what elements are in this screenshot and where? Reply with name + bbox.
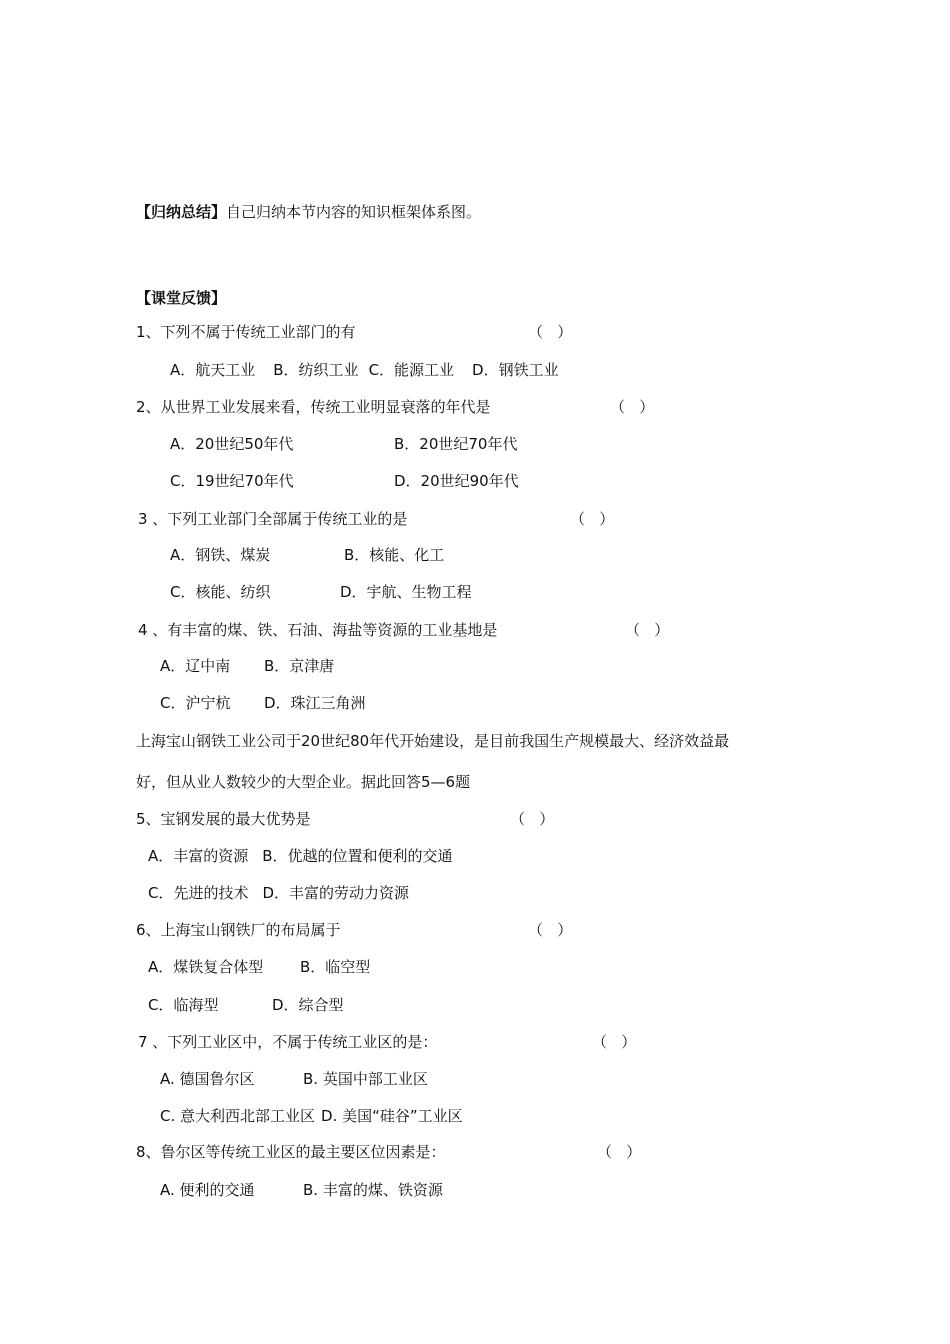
q5-options-row-2 [148, 883, 409, 903]
q5-option-b: B．优越的位置和便利的交通 [262, 847, 453, 865]
question-4-stem: 4 、有丰富的煤、铁、石油、海盐等资源的工业基地是 [138, 621, 498, 639]
q1-option-c: C．能源工业 [368, 361, 455, 379]
q4-option-a: A．辽中南 [160, 657, 231, 675]
feedback-heading: 【课堂反馈】 [136, 289, 227, 307]
q2-option-a: A．20世纪50年代 [170, 435, 294, 453]
q2-option-d: D．20世纪90年代 [394, 472, 519, 490]
summary-heading: 【归纳总结】 [136, 203, 227, 221]
q8-option-a: A. 便利的交通 [160, 1181, 255, 1199]
q7-option-d: D. 美国“硅谷”工业区 [321, 1107, 463, 1125]
question-4-answer-bracket: （ ） [625, 621, 670, 639]
question-1-answer-bracket: （ ） [528, 323, 573, 341]
q1-option-b: B．纺织工业 [273, 361, 359, 379]
q5-option-d: D．丰富的劳动力资源 [262, 884, 410, 902]
q3-option-a: A．钢铁、煤炭 [170, 546, 271, 564]
question-8-answer-bracket: （ ） [597, 1143, 642, 1161]
q7-options-row-2 [160, 1106, 463, 1126]
q1-option-d: D．钢铁工业 [472, 361, 559, 379]
q6-option-a: A．煤铁复合体型 [148, 958, 264, 976]
question-5-stem: 5、宝钢发展的最大优势是 [136, 810, 311, 828]
q6-option-c: C．临海型 [148, 996, 219, 1014]
question-8-stem: 8、鲁尔区等传统工业区的最主要区位因素是： [136, 1143, 446, 1161]
passage-line-1: 上海宝山钢铁工业公司于20世纪80年代开始建设，是目前我国生产规模最大、经济效益最 [136, 732, 730, 750]
question-5-answer-bracket: （ ） [510, 810, 555, 828]
q4-option-c: C．沪宁杭 [160, 694, 231, 712]
q4-option-b: B．京津唐 [264, 657, 335, 675]
q3-option-c: C．核能、纺织 [170, 583, 271, 601]
question-2-stem: 2、从世界工业发展来看，传统工业明显衰落的年代是 [136, 398, 491, 416]
q7-option-a: A. 德国鲁尔区 [160, 1070, 255, 1088]
q6-option-b: B．临空型 [300, 958, 371, 976]
q7-option-c: C. 意大利西北部工业区 [160, 1107, 316, 1125]
question-7-answer-bracket: （ ） [592, 1033, 637, 1051]
q6-option-d: D．综合型 [272, 996, 344, 1014]
question-1-options [170, 360, 559, 380]
q2-option-b: B．20世纪70年代 [394, 435, 518, 453]
question-1-stem: 1、下列不属于传统工业部门的有 [136, 323, 356, 341]
question-7-stem: 7 、下列工业区中，不属于传统工业区的是： [138, 1033, 438, 1051]
question-3-stem: 3 、下列工业部门全部属于传统工业的是 [138, 510, 408, 528]
q7-option-b: B. 英国中部工业区 [303, 1070, 428, 1088]
q4-option-d: D．珠江三角洲 [264, 694, 366, 712]
q2-option-c: C．19世纪70年代 [170, 472, 294, 490]
passage-line-2: 好，但从业人数较少的大型企业。据此回答5—6题 [136, 773, 471, 791]
q3-option-d: D．宇航、生物工程 [340, 583, 472, 601]
question-2-answer-bracket: （ ） [610, 398, 655, 416]
q5-options-row-1 [148, 846, 453, 866]
question-3-answer-bracket: （ ） [570, 510, 615, 528]
q5-option-c: C．先进的技术 [148, 884, 249, 902]
q1-option-a: A．航天工业 [170, 361, 256, 379]
q5-option-a: A．丰富的资源 [148, 847, 249, 865]
q8-option-b: B. 丰富的煤、铁资源 [303, 1181, 443, 1199]
summary-text: 自己归纳本节内容的知识框架体系图。 [226, 203, 482, 221]
question-6-answer-bracket: （ ） [528, 921, 573, 939]
summary-line [136, 202, 481, 222]
question-6-stem: 6、上海宝山钢铁厂的布局属于 [136, 921, 341, 939]
q3-option-b: B．核能、化工 [344, 546, 445, 564]
